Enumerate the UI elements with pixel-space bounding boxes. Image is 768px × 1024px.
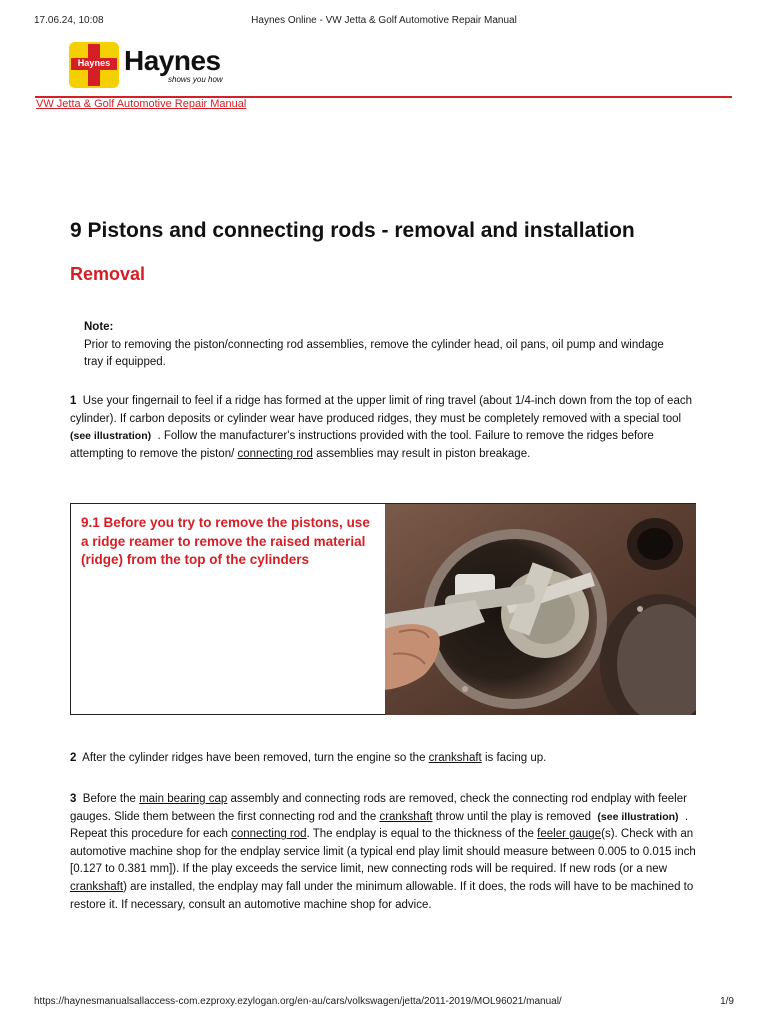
print-datetime: 17.06.24, 10:08	[34, 15, 104, 26]
print-url: https://haynesmanualsallaccess-com.ezproxy.ezylogan.org/en-au/cars/volkswagen/jetta/2011-2019/MOL96021/manual/	[34, 996, 562, 1007]
note-box	[84, 319, 684, 372]
note-text: Prior to removing the piston/connecting rod assemblies, remove the cylinder head, oil pans, oil pump and windage tray if equipped.	[84, 338, 664, 368]
figure-caption: 9.1 Before you try to remove the pistons, use a ridge reamer to remove the raised material (ridge) from the top of the cylinders	[81, 515, 370, 567]
step-text: (s). Check with an automotive machine shop for the endplay service limit (a typical end play limit should measure between 0.005 to 0.015 inch [0.127 to 0.381 mm]). If the play exceeds the service limit, new connecting rods will be required. If new rods (or a new	[70, 828, 696, 876]
step-text: assembly and connecting rods are removed, check the connecting rod endplay with feeler gauges. Slide them between the first connecting rod and the	[70, 793, 687, 823]
ridge-reamer-photo-icon	[385, 504, 696, 715]
step-text: ) are installed, the endplay may fall under the minimum allowable. If it does, the rods will have to be machined to restore it. If necessary, consult an automotive machine shop for advice.	[70, 880, 694, 911]
note-label: Note:	[84, 321, 114, 333]
logo-tagline: shows you how	[168, 75, 223, 84]
breadcrumb-link[interactable]: VW Jetta & Golf Automotive Repair Manual	[36, 98, 247, 110]
crankshaft-link[interactable]: crankshaft	[428, 752, 482, 764]
step-text: is facing up.	[484, 752, 547, 764]
print-document-title: Haynes Online - VW Jetta & Golf Automotive Repair Manual	[251, 15, 517, 26]
see-illustration-link[interactable]: (see illustration)	[597, 810, 679, 823]
step-3-paragraph	[70, 791, 698, 914]
step-text: After the cylinder ridges have been removed, turn the engine so the	[82, 752, 426, 764]
step-text: Use your fingernail to feel if a ridge has formed at the upper limit of ring travel (about 1/4-inch down from the top of each cylinder). If carbon deposits or cylinder wear have produced ridges, they must be completely removed with a special tool	[70, 395, 692, 425]
haynes-badge-icon	[69, 42, 119, 88]
step-1-paragraph	[70, 393, 698, 463]
step-number: 3	[70, 793, 77, 805]
page-counter: 1/9	[720, 996, 734, 1007]
see-illustration-link[interactable]: (see illustration)	[70, 430, 152, 443]
step-text: throw until the play is removed	[435, 810, 592, 823]
step-text: assemblies may result in piston breakage.	[316, 447, 531, 460]
step-number: 1	[70, 395, 77, 407]
step-text: . The endplay is equal to the thickness of the	[306, 828, 534, 841]
crankshaft-link[interactable]: crankshaft	[379, 810, 433, 823]
haynes-logo[interactable]	[69, 42, 229, 92]
ridge-reamer-photo[interactable]	[385, 504, 696, 715]
figure-9-1	[70, 503, 696, 715]
step-text: . Follow the manufacturer's instructions provided with the tool. Failure to remove the ridges before attempting to remove the piston/	[70, 430, 654, 460]
crankshaft-link[interactable]: crankshaft	[70, 880, 124, 893]
connecting-rod-link[interactable]: connecting rod	[237, 447, 313, 460]
step-text: Before the	[82, 793, 136, 805]
step-text: . Repeat this procedure for each	[70, 810, 689, 841]
page-title: 9 Pistons and connecting rods - removal and installation	[70, 219, 635, 242]
step-2-paragraph	[70, 750, 698, 768]
step-number: 2	[70, 752, 77, 764]
badge-text: Haynes	[77, 58, 111, 68]
section-title-removal: Removal	[70, 264, 146, 284]
feeler-gauge-link[interactable]: feeler gauge	[537, 828, 602, 841]
print-footer	[34, 996, 734, 1010]
logo-wordmark: Haynes	[124, 45, 221, 76]
connecting-rod-link[interactable]: connecting rod	[231, 828, 307, 841]
main-bearing-cap-link[interactable]: main bearing cap	[139, 793, 228, 805]
print-header	[34, 15, 734, 29]
